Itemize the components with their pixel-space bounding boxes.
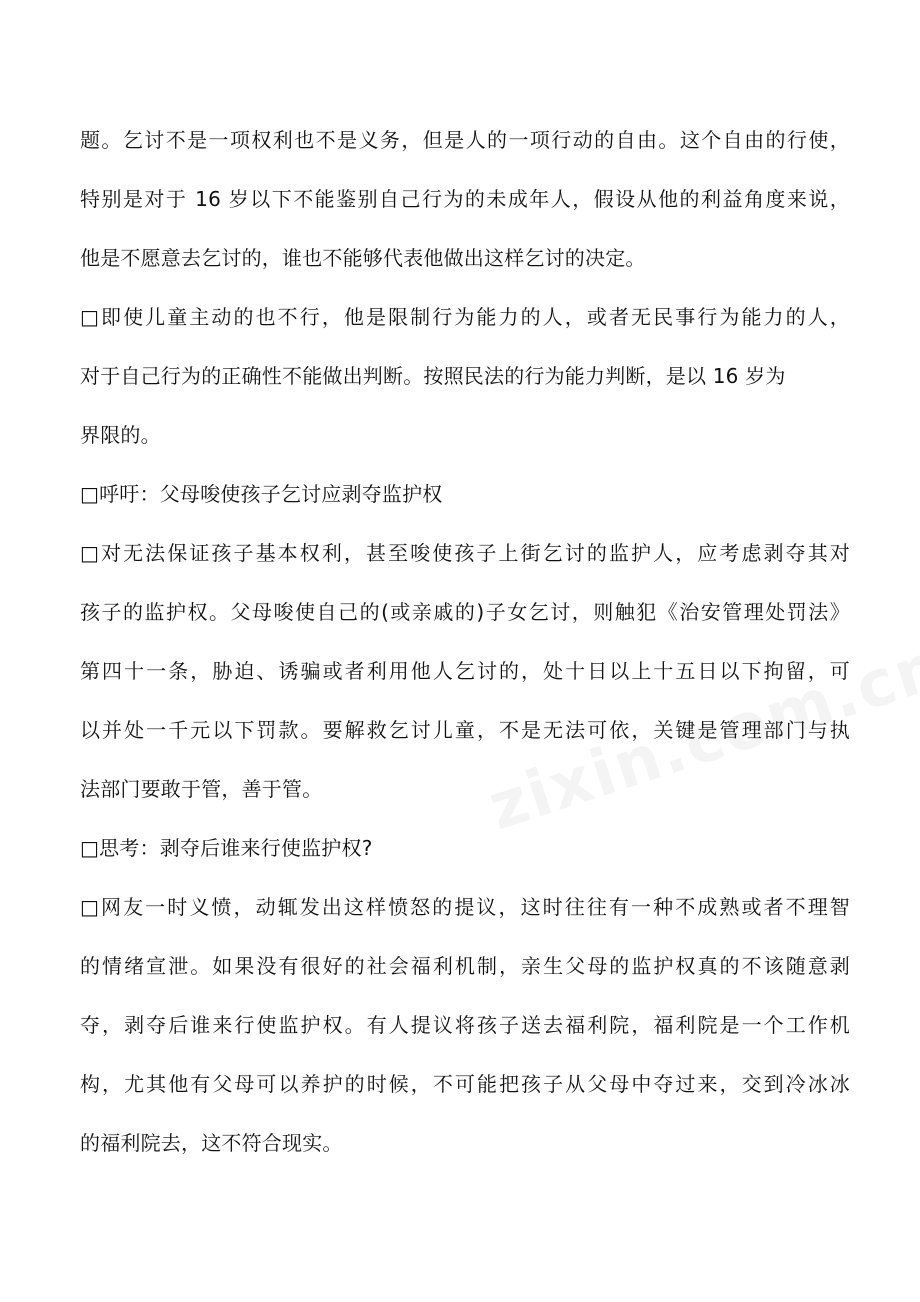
text-line: 的情绪宣泄。如果没有很好的社会福利机制，亲生父母的监护权真的不该随意剥 bbox=[80, 954, 850, 978]
text-line: 法部门要敢于管，善于管。 bbox=[80, 777, 323, 801]
text-line: 构，尤其他有父母可以养护的时候，不可能把孩子从父母中夺过来，交到冷冰冰 bbox=[80, 1072, 850, 1096]
text-line: 第四十一条，胁迫、诱骗或者利用他人乞讨的，处十日以上十五日以下拘留，可 bbox=[80, 659, 850, 683]
document-body bbox=[80, 120, 850, 1182]
text-line: 界限的。 bbox=[80, 423, 161, 447]
section-heading: □思考：剥夺后谁来行使监护权? bbox=[80, 836, 373, 860]
text-line: □即使儿童主动的也不行，他是限制行为能力的人，或者无民事行为能力的人， bbox=[80, 305, 850, 329]
text-line: 的福利院去，这不符合现实。 bbox=[80, 1131, 343, 1155]
text-line: 特别是对于 16 岁以下不能鉴别自己行为的未成年人，假设从他的利益角度来说， bbox=[80, 187, 850, 211]
text-line: 他是不愿意去乞讨的，谁也不能够代表他做出这样乞讨的决定。 bbox=[80, 246, 646, 270]
text-line: □对无法保证孩子基本权利，甚至唆使孩子上街乞讨的监护人，应考虑剥夺其对 bbox=[80, 541, 850, 565]
text-line: 夺，剥夺后谁来行使监护权。有人提议将孩子送去福利院，福利院是一个工作机 bbox=[80, 1013, 850, 1037]
text-line: 对于自己行为的正确性不能做出判断。按照民法的行为能力判断，是以 16 岁为 bbox=[80, 364, 786, 388]
text-line: □网友一时义愤，动辄发出这样愤怒的提议，这时往往有一种不成熟或者不理智 bbox=[80, 895, 850, 919]
text-line: 题。乞讨不是一项权利也不是义务，但是人的一项行动的自由。这个自由的行使， bbox=[80, 128, 850, 152]
text-line: 孩子的监护权。父母唆使自己的(或亲戚的)子女乞讨，则触犯《治安管理处罚法》 bbox=[80, 600, 850, 624]
text-line: 以并处一千元以下罚款。要解救乞讨儿童，不是无法可依，关键是管理部门与执 bbox=[80, 718, 850, 742]
section-heading: □呼吁：父母唆使孩子乞讨应剥夺监护权 bbox=[80, 482, 443, 506]
